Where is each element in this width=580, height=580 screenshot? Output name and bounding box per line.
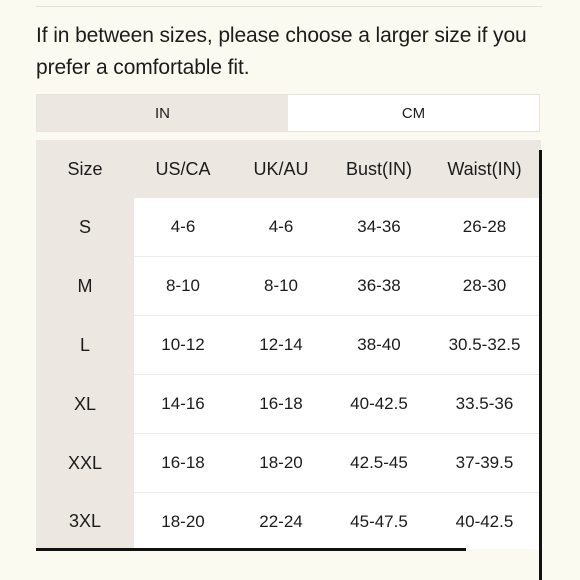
waist-cell: 40-42.5: [455, 512, 514, 531]
uk-au-cell: 16-18: [232, 375, 330, 434]
bust-cell: 38-40: [330, 316, 428, 375]
uk-au-cell: 12-14: [232, 316, 330, 375]
size-advice-text: If in between sizes, please choose a larger size if you prefer a comfortable fit.: [36, 24, 527, 79]
bust-cell: 34-36: [330, 198, 428, 257]
table-header-row: [36, 140, 541, 198]
header-uk-au: UK/AU: [232, 140, 330, 198]
tab-inches[interactable]: IN: [37, 95, 288, 131]
waist-cell: 26-28: [428, 198, 541, 257]
header-bust: Bust(IN): [330, 140, 428, 198]
size-cell: XXL: [36, 434, 134, 493]
size-cell: M: [36, 257, 134, 316]
unit-toggle: [36, 94, 540, 132]
table-row: [36, 198, 541, 257]
table-row: [36, 257, 541, 316]
uk-au-cell: 22-24: [259, 512, 303, 531]
waist-cell: 28-30: [428, 257, 541, 316]
bust-cell: 45-47.5: [350, 512, 408, 531]
table-bottom-border: [36, 548, 466, 551]
size-cell: S: [36, 198, 134, 257]
bust-cell: 42.5-45: [330, 434, 428, 493]
size-cell: L: [36, 316, 134, 375]
waist-cell: 37-39.5: [428, 434, 541, 493]
size-cell: XL: [36, 375, 134, 434]
table-row: [36, 434, 541, 493]
waist-cell: 30.5-32.5: [428, 316, 541, 375]
table-row: [36, 316, 541, 375]
table-row: [36, 493, 541, 552]
us-ca-cell: 8-10: [134, 257, 232, 316]
us-ca-cell: 16-18: [134, 434, 232, 493]
header-waist: Waist(IN): [428, 140, 541, 198]
header-size: Size: [36, 140, 134, 198]
us-ca-cell: 18-20: [161, 512, 205, 531]
us-ca-cell: 10-12: [134, 316, 232, 375]
uk-au-cell: 4-6: [232, 198, 330, 257]
size-cell: 3XL: [36, 493, 134, 552]
bust-cell: 40-42.5: [330, 375, 428, 434]
us-ca-cell: 14-16: [134, 375, 232, 434]
table-row: [36, 375, 541, 434]
us-ca-cell: 4-6: [134, 198, 232, 257]
header-us-ca: US/CA: [134, 140, 232, 198]
tab-centimeters[interactable]: CM: [288, 95, 539, 131]
waist-cell: 33.5-36: [428, 375, 541, 434]
uk-au-cell: 8-10: [232, 257, 330, 316]
table-right-border: [539, 150, 542, 580]
size-chart-table: [36, 140, 541, 549]
bust-cell: 36-38: [330, 257, 428, 316]
uk-au-cell: 18-20: [232, 434, 330, 493]
top-divider: [36, 6, 542, 7]
